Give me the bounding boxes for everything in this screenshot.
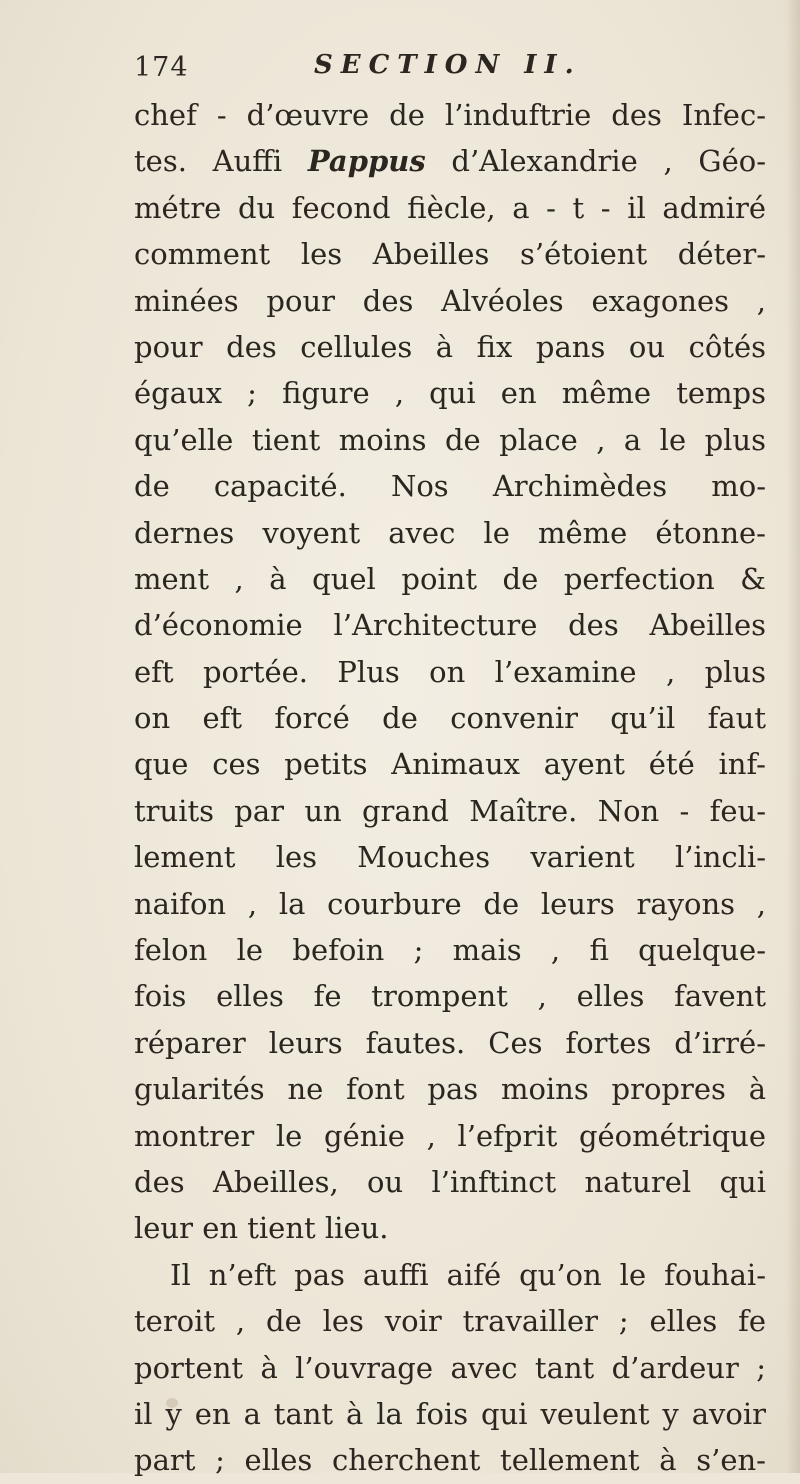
text-line: Il n’eft pas auffi aifé qu’on le fouhai- bbox=[170, 1257, 766, 1292]
section-title: SECTION II. bbox=[314, 50, 582, 80]
italic-name: Pappus bbox=[307, 144, 426, 179]
text-line: réparer leurs fautes. Ces fortes d’irré- bbox=[134, 1025, 766, 1060]
text-line: égaux ; figure , qui en même temps bbox=[134, 376, 766, 411]
text-line: que ces petits Animaux ayent été inf- bbox=[134, 747, 766, 782]
text-line: teroit , de les voir travailler ; elles fe bbox=[134, 1304, 766, 1339]
paper-stain bbox=[166, 1398, 178, 1408]
text-line: leur en tient lieu. bbox=[134, 1211, 389, 1246]
text-line: des Abeilles, ou l’inftinct naturel qui bbox=[134, 1164, 766, 1199]
body-text bbox=[134, 92, 766, 1484]
text-line: fois elles fe trompent , elles favent bbox=[134, 979, 766, 1014]
text-segment: d’Alexandrie , Géo- bbox=[425, 144, 766, 179]
text-line: lement les Mouches varient l’incli- bbox=[134, 840, 766, 875]
text-line: de capacité. Nos Archimèdes mo- bbox=[134, 469, 766, 504]
text-line: minées pour des Alvéoles exagones , bbox=[134, 283, 766, 318]
text-line: d’économie l’Architecture des Abeilles bbox=[134, 608, 766, 643]
text-line: gularités ne font pas moins propres à bbox=[134, 1072, 766, 1107]
text-line: felon le befoin ; mais , fi quelque- bbox=[134, 933, 766, 968]
text-line bbox=[134, 138, 766, 184]
text-line: portent à l’ouvrage avec tant d’ardeur ; bbox=[134, 1350, 766, 1385]
text-line: comment les Abeilles s’étoient déter- bbox=[134, 237, 766, 272]
text-line: naifon , la courbure de leurs rayons , bbox=[134, 886, 766, 921]
page-number: 174 bbox=[134, 52, 189, 83]
text-line: on eft forcé de convenir qu’il faut bbox=[134, 701, 766, 736]
text-line: métre du fecond fiècle, a - t - il admiré bbox=[134, 190, 766, 225]
text-line: truits par un grand Maître. Non - feu- bbox=[134, 793, 766, 828]
page-edge-shadow bbox=[786, 0, 800, 1473]
text-line: qu’elle tient moins de place , a le plus bbox=[134, 422, 766, 457]
text-line: eft portée. Plus on l’examine , plus bbox=[134, 654, 766, 689]
text-line: ment , à quel point de perfection & bbox=[134, 561, 766, 596]
text-line: part ; elles cherchent tellement à s’en- bbox=[134, 1443, 766, 1478]
running-head bbox=[134, 48, 754, 92]
text-line: il y en a tant à la fois qui veulent y avoir bbox=[134, 1396, 766, 1431]
text-line: montrer le génie , l’efprit géométrique bbox=[134, 1118, 766, 1153]
text-segment: tes. Auffi bbox=[134, 144, 308, 179]
text-line: pour des cellules à fix pans ou côtés bbox=[134, 329, 766, 364]
text-line: dernes voyent avec le même étonne- bbox=[134, 515, 766, 550]
text-line: chef - d’œuvre de l’induftrie des Infec- bbox=[134, 98, 766, 132]
